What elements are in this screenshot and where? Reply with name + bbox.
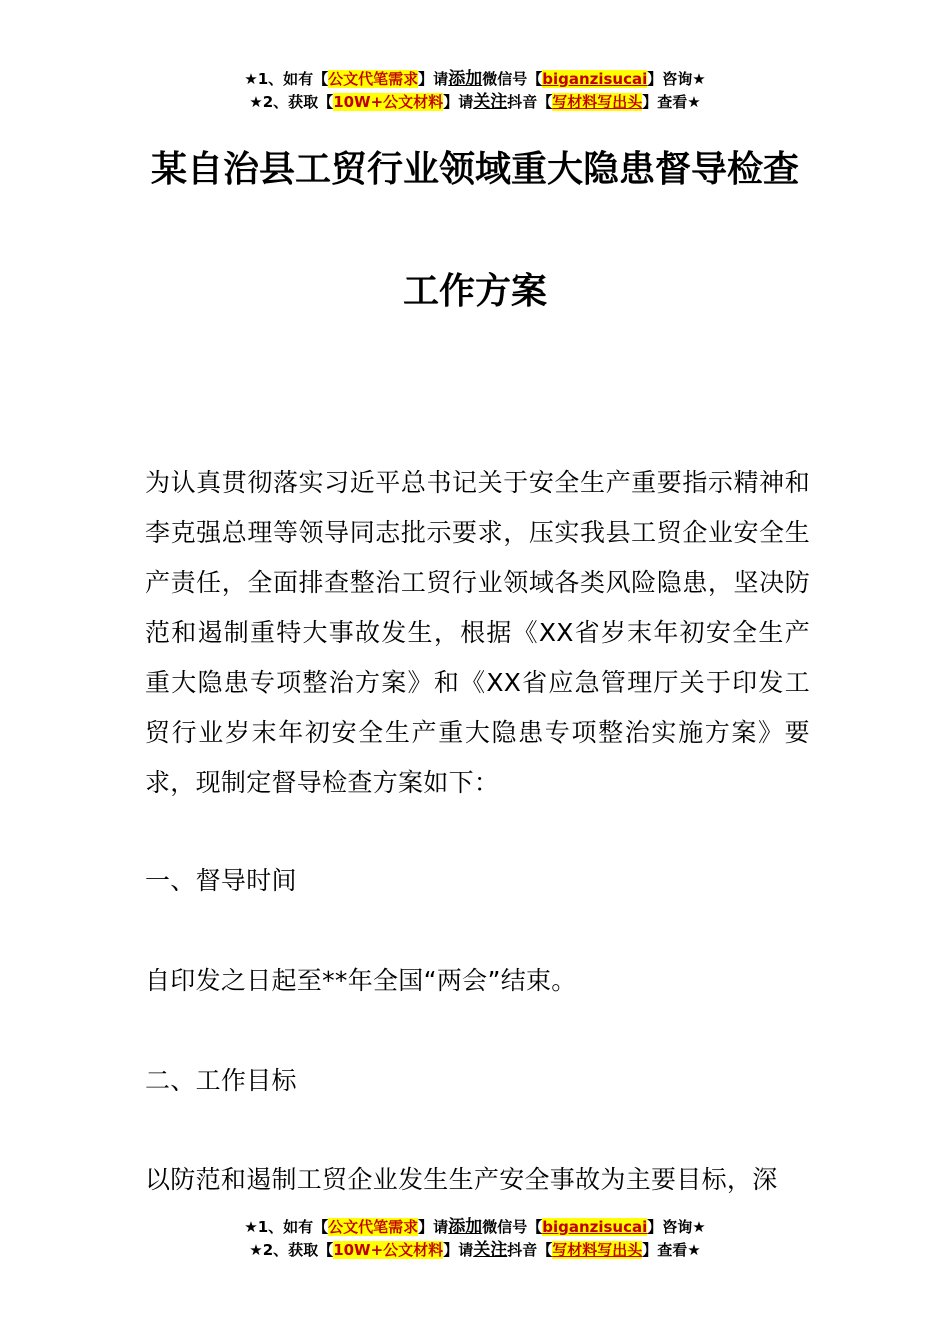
banner-line-1: [0, 68, 950, 91]
banner-emphasis: 添加: [448, 1217, 483, 1237]
highlight-materials: 10W+公文材料: [333, 1241, 444, 1259]
wechat-id: biganzisucai: [542, 70, 648, 88]
douyin-account: 写材料写出头: [552, 1241, 643, 1259]
highlight-materials: 10W+公文材料: [333, 93, 444, 111]
banner-text: 】请: [418, 70, 449, 88]
banner-line-2: [0, 91, 950, 114]
banner-text: 】查看★: [642, 93, 701, 111]
section-heading-2: 二、工作目标: [145, 1066, 297, 1095]
banner-emphasis: 添加: [448, 69, 483, 89]
banner-text: 抖音【: [507, 1241, 553, 1259]
banner-text: 】查看★: [642, 1241, 701, 1259]
banner-text: ★2、获取【: [249, 1241, 334, 1259]
banner-text: ★1、如有【: [244, 1218, 329, 1236]
wechat-id: biganzisucai: [542, 1218, 648, 1236]
banner-emphasis: 关注: [473, 92, 508, 112]
document-title-line-2: 工作方案: [402, 271, 547, 312]
intro-paragraph: 为认真贯彻落实习近平总书记关于安全生产重要指示精神和李克强总理等领导同志批示要求，压实我县工贸企业安全生产责任，全面排查整治工贸行业领域各类风险隐患，坚决防范和遏制重特大事故发生，根据《XX省岁末年初安全生产重大隐患专项整治方案》和《XX省应急管理厅关于印发工贸行业岁末年初安全生产重大隐患专项整治实施方案》要求，现制定督导检查方案如下：: [145, 468, 810, 797]
document-title-line-1: 某自治县工贸行业领域重大隐患督导检查: [150, 149, 799, 190]
section-paragraph-1: 自印发之日起至**年全国“两会”结束。: [145, 966, 577, 995]
banner-text: 】咨询★: [647, 70, 706, 88]
banner-text: 抖音【: [507, 93, 553, 111]
banner-text: ★1、如有【: [244, 70, 329, 88]
footer-banner: [0, 1216, 950, 1262]
banner-text: ★2、获取【: [249, 93, 334, 111]
banner-text: 】咨询★: [647, 1218, 706, 1236]
banner-text: 】请: [443, 1241, 474, 1259]
highlight-service: 公文代笔需求: [328, 1218, 419, 1236]
banner-text: 微信号【: [482, 70, 543, 88]
section-paragraph-2: 以防范和遏制工贸企业发生生产安全事故为主要目标，深: [145, 1165, 778, 1194]
banner-emphasis: 关注: [473, 1240, 508, 1260]
banner-line-1: [0, 1216, 950, 1239]
highlight-service: 公文代笔需求: [328, 70, 419, 88]
douyin-account: 写材料写出头: [552, 93, 643, 111]
banner-text: 】请: [443, 93, 474, 111]
section-heading-1: 一、督导时间: [145, 866, 297, 895]
banner-text: 微信号【: [482, 1218, 543, 1236]
banner-line-2: [0, 1239, 950, 1262]
header-banner: [0, 68, 950, 114]
banner-text: 】请: [418, 1218, 449, 1236]
